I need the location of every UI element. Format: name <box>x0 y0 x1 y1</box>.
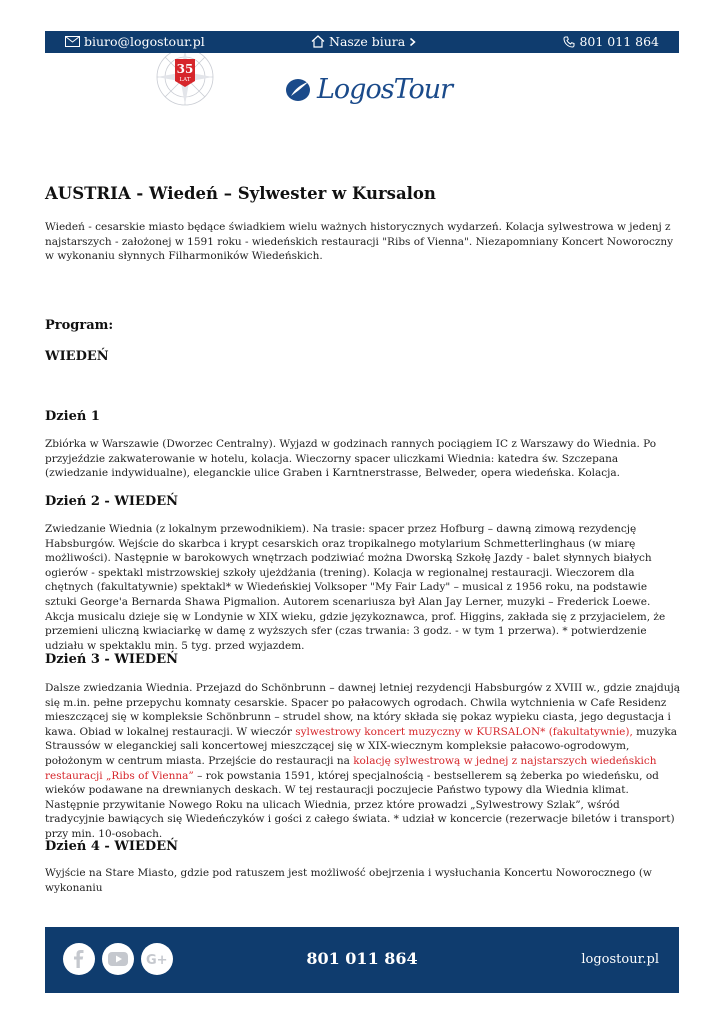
day-3-text-part: muzyka Straussów w eleganckiej sali koncertowej mieszczącej się w XIX-wiecznym kompleksie pałacowo-ogrodowym, położonym w centrum miasta. Przejście do restauracji na <box>45 725 677 767</box>
day-3-text-part: – rok powstania 1591, której specjalnością - bestsellerem są żeberka po wiedeńsku, od wieków podawane na drewnianych deskach. W tej restauracji poczujecie Państwo typowy dla Wiednia klimat. Następnie przywitanie Nowego Roku na ulicach Wiednia, przez które prowadzi „Sylwestrowy Szlak”, wśród tradycyjnie bawiących się Wiedeńczyków i gości z całego świata. * udział w koncercie (rezerwacje biletów i transport) przy min. 10-osobach. <box>45 769 675 840</box>
badge-label: LAT <box>179 77 191 83</box>
offices-text: Nasze biura <box>329 34 406 49</box>
city-heading: WIEDEŃ <box>45 349 109 364</box>
email-text: biuro@logostour.pl <box>84 34 205 49</box>
program-heading: Program: <box>45 318 114 333</box>
phone-icon <box>563 36 575 48</box>
ribs-of-vienna-link[interactable]: kolację sylwestrową w jednej z najstarszych wiedeńskich restauracji „Ribs of Vienna” <box>45 754 657 782</box>
offices-link[interactable] <box>311 34 416 49</box>
day-3-text <box>45 681 681 842</box>
day-4-title: Dzień 4 - WIEDEŃ <box>45 839 178 854</box>
footer-phone[interactable]: 801 011 864 <box>306 949 418 968</box>
quill-logo-icon <box>285 77 313 103</box>
day-2-title: Dzień 2 - WIEDEŃ <box>45 494 178 509</box>
day-3-title: Dzień 3 - WIEDEŃ <box>45 652 178 667</box>
page-title: AUSTRIA - Wiedeń – Sylwester w Kursalon <box>45 184 436 203</box>
day-1-title: Dzień 1 <box>45 409 100 424</box>
day-4-text: Wyjście na Stare Miasto, gdzie pod ratuszem jest możliwość obejrzenia i wysłuchania Koncertu Noworocznego (w wykonaniu <box>45 867 652 894</box>
day-2-text: Zwiedzanie Wiednia (z lokalnym przewodnikiem). Na trasie: spacer przez Hofburg – dawną zimową rezydencję Habsburgów. Wejście do skarbca i krypt cesarskich oraz tropikalnego motylarium Schmetterlinghaus (w miarę możliwości). Następnie w barokowych wnętrzach podziwiać można Dworską Szkołę Jazdy - balet słynnych białych ogierów - spektakl mistrzowskiej szkoły ujeżdżania (trening). Kolacja w regionalnej restauracji. Wieczorem dla chętnych (fakultatywnie) spektakl* w Wiedeńskiej Volksoper "My Fair Lady" – musical z 1956 roku, na podstawie sztuki George'a Bernarda Shawa Pigmalion. Autorem scenariusza był Alan Jay Lerner, muzyki – Frederick Loewe. Akcja musicalu dzieje się w Londynie w XIX wieku, gdzie językoznawca, prof. Higgins, zakłada się z przyjacielem, że przemieni uliczną kwiaciarkę w damę z wyższych sfer (czas trwania: 3 godz. - w tym 1 przerwa). * potwierdzenie udziału w spektaklu min. 5 tyg. przed wyjazdem. <box>45 523 666 652</box>
footer-bar <box>45 927 679 993</box>
footer-website-link[interactable]: logostour.pl <box>581 952 659 967</box>
anniversary-badge <box>144 53 226 115</box>
logo-text: LogosTour <box>317 74 453 105</box>
day-1-text: Zbiórka w Warszawie (Dworzec Centralny). Wyjazd w godzinach rannych pociągiem IC z Warszawy do Wiednia. Po przyjeździe zakwaterowanie w hotelu, kolacja. Wieczorny spacer uliczkami Wiednia: katedra św. Szczepana (zwiedzanie indywidualne), eleganckie ulice Graben i Karntnerstrasse, Belweder, opera wiedeńska. Kolacja. <box>45 438 657 480</box>
kursalon-concert-link[interactable]: sylwestrowy koncert muzyczny w KURSALON* (fakultatywnie), <box>295 725 633 738</box>
intro-paragraph: Wiedeń - cesarskie miasto będące świadkiem wielu ważnych historycznych wydarzeń. Kolacja sylwestrowa w jedenj z najstarszych - założonej w 1591 roku - wiedeńskich restauracji "Ribs of Vienna". Niezapomniany Koncert Noworoczny w wykonaniu słynnych Filharmoników Wiedeńskich. <box>45 221 674 263</box>
email-link[interactable] <box>65 34 205 49</box>
svg-text:G+: G+ <box>146 953 168 966</box>
chevron-right-icon <box>409 37 416 47</box>
phone-link[interactable] <box>563 34 659 49</box>
home-icon <box>311 35 325 48</box>
envelope-icon <box>65 36 80 47</box>
phone-text: 801 011 864 <box>579 34 659 49</box>
top-contact-bar <box>45 31 679 53</box>
day-3-text-part: Dalsze zwiedzania Wiednia. Przejazd do Schönbrunn – dawnej letniej rezydencji Habsburgów z XVIII w., gdzie znajdują się m.in. pełne przepychu komnaty cesarskie. Spacer po pałacowych ogrodach. Chwila wytchnienia w Cafe Residenz mieszczącej się w kompleksie Schönbrunn – strudel show, na który składa się pokaz wypieku ciasta, jego degustacja i kawa. Obiad w lokalnej restauracji. W wieczór <box>45 682 681 738</box>
badge-number: 35 <box>176 62 194 76</box>
logostour-logo[interactable] <box>285 74 452 105</box>
